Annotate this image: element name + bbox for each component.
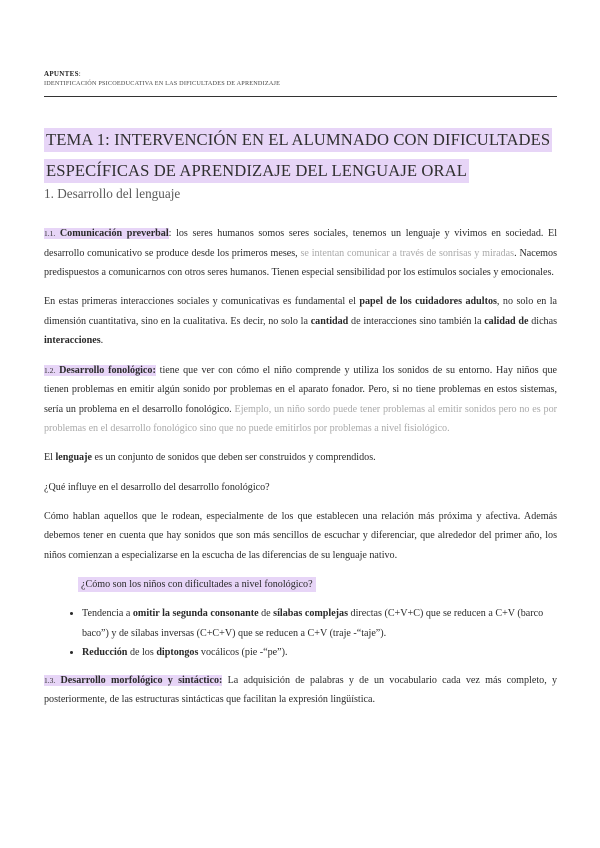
paragraph-influence: Cómo hablan aquellos que le rodean, especialmente de los que establecen una relación más próxima y afectiva. Además debemos tener en cuenta que hay sonidos que son más sencillos de escuchar y diferenciar, que alrededor del primer año, los niños comienzan a especializarse en la escucha de las diferencias de su lenguaje nativo.	[44, 510, 557, 561]
title-line-2: ESPECÍFICAS DE APRENDIZAJE DEL LENGUAJE ORAL	[44, 159, 469, 183]
highlight-heading: 1.3. Desarrollo morfológico y sintáctico:	[44, 674, 223, 686]
paragraph-phonological: 1.2. Desarrollo fonológico: tiene que ver con cómo el niño comprende y utiliza los sonidos de su entorno. Hay niños que tienen problemas en emitir algún sonido por problemas en el aparato fonador. Pero, si no tiene problemas en estos sistemas, sería un problema en el desarrollo fonológico. Ejemplo, un niño sordo puede tener problemas al emitir sonidos pero no es por problemas en el desarrollo fonológico sino que no puede emitirlos por problemas a nivel fisiológico.	[44, 364, 557, 435]
paragraph-morphological: 1.3. Desarrollo morfológico y sintáctico: La adquisición de palabras y de un vocabulario cada vez más completo, y posteriormente, de las estructuras sintácticas que facilitan la expresión lingüística.	[44, 674, 558, 706]
highlight-heading: 1.2. Desarrollo fonológico:	[44, 364, 156, 376]
paragraph-caregivers: En estas primeras interacciones sociales y comunicativas es fundamental el papel de los cuidadores adultos, no solo en la dimensión cuantitativa, sino en la cualitativa. Es decir, no solo la cantidad de interacciones sino también la calidad de dichas interacciones.	[44, 296, 558, 347]
section-heading: 1. Desarrollo del lenguaje	[44, 186, 181, 201]
example-text: Ejemplo, un niño sordo puede tener problemas al emitir sonidos pero no es por problemas en el desarrollo fonológico sino que no puede emitirlos por problemas a nivel fisiológico.	[44, 403, 557, 435]
example-text: se intentan comunicar a través de sonrisas y miradas	[300, 247, 515, 259]
header-label: APUNTES:	[44, 70, 82, 78]
title-line-1: TEMA 1: INTERVENCIÓN EN EL ALUMNADO CON DIFICULTADES	[44, 128, 552, 152]
header-subject: IDENTIFICACIÓN PSICOEDUCATIVA EN LAS DIFICULTADES DE APRENDIZAJE	[44, 80, 281, 87]
difficulties-list	[44, 604, 557, 663]
paragraph-preverbal: 1.1. Comunicación preverbal: los seres humanos somos seres sociales, tenemos un lenguaje y vivimos en sociedad. El desarrollo comunicativo se produce desde los primeros meses, se intentan comunicar a través de sonrisas y miradas. Nacemos predispuestos a comunicarnos con otros seres humanos. Tienen especial sensibilidad por los estímulos sociales y emocionales.	[44, 228, 557, 279]
paragraph-question: ¿Qué influye en el desarrollo del desarrollo fonológico?	[44, 481, 270, 493]
chapter-title	[44, 124, 557, 186]
highlight-heading: 1.1. Comunicación preverbal	[44, 228, 169, 239]
paragraph-language: El lenguaje es un conjunto de sonidos que deben ser construidos y comprendidos.	[44, 452, 376, 464]
list-item: • Reducción de los diptongos vocálicos (pie -“pe”).	[82, 643, 557, 663]
running-header	[44, 70, 557, 87]
document-body	[44, 224, 557, 719]
list-item: • Tendencia a omitir la segunda consonante de sílabas complejas directas (C+V+C) que se reducen a C+V (barco baco”) y de sílabas inversas (C+C+V) que se reducen a C+V (traje -“taje”).	[82, 604, 557, 643]
header-divider	[44, 96, 557, 97]
highlighted-question: ¿Cómo son los niños con dificultades a nivel fonológico?	[78, 575, 557, 595]
